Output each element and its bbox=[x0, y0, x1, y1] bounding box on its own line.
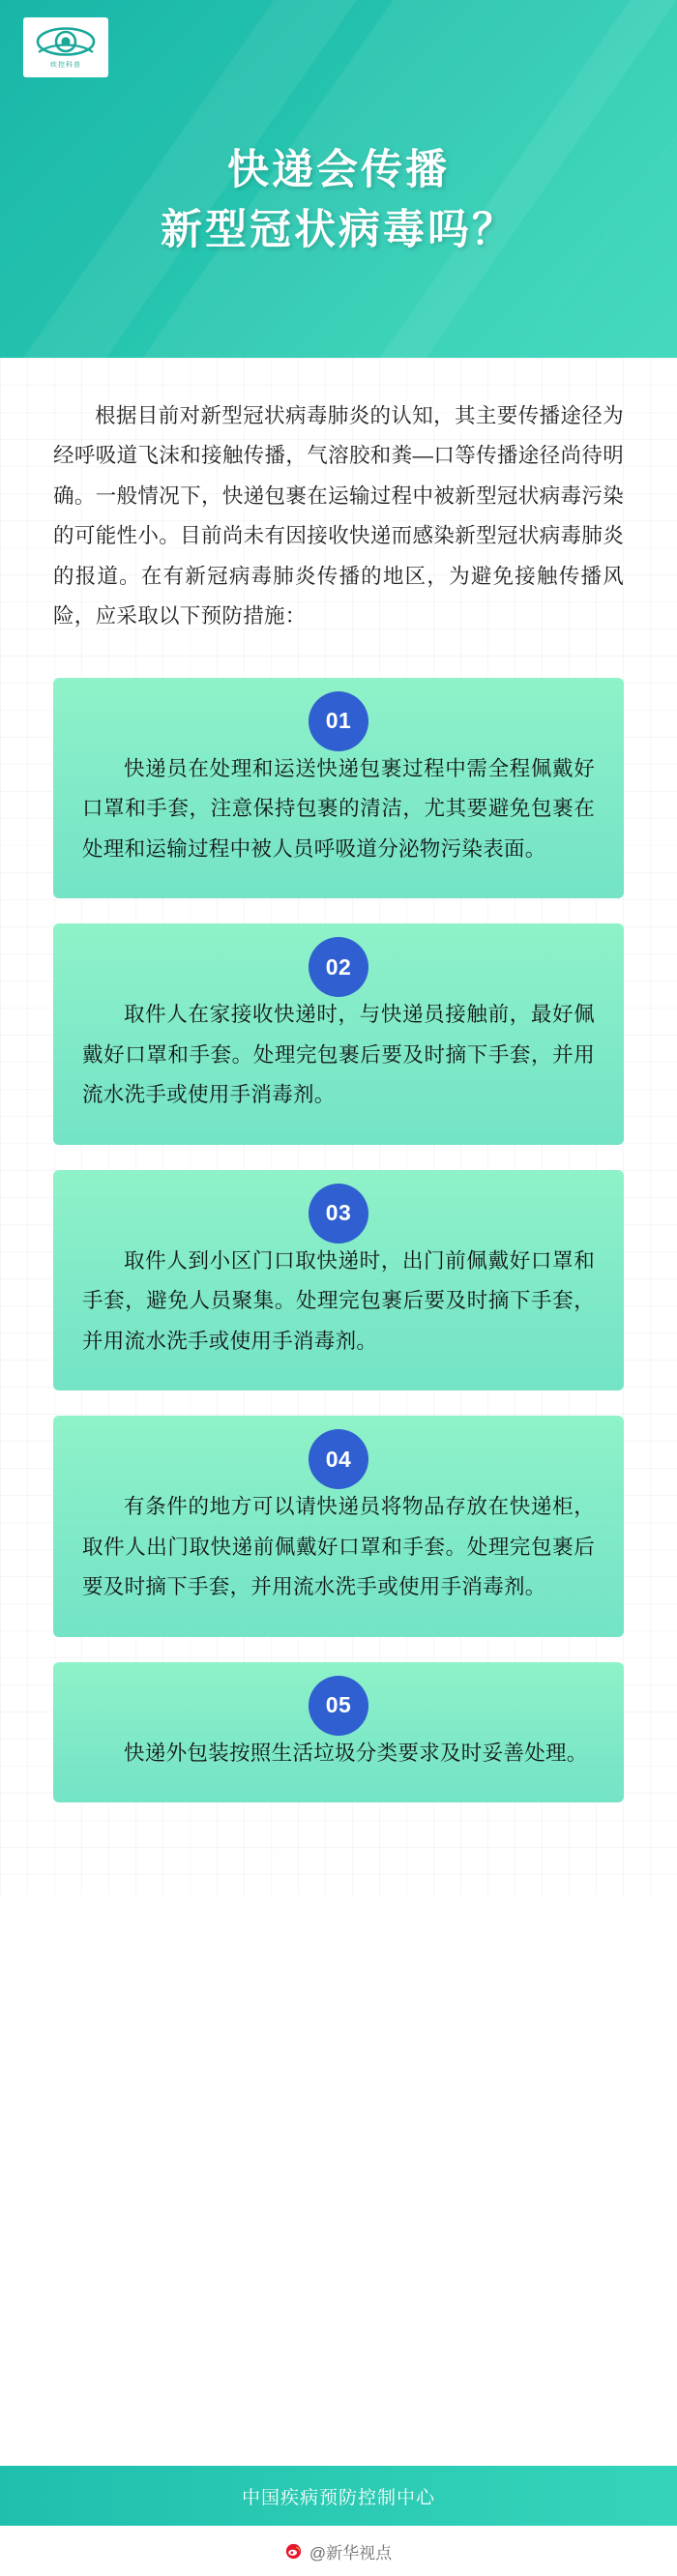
spacer bbox=[53, 1828, 624, 1895]
header-banner bbox=[0, 0, 677, 358]
measures-list bbox=[53, 678, 624, 1802]
measure-text: 有条件的地方可以请快递员将物品存放在快递柜，取件人出门取快递前佩戴好口罩和手套。处理完包裹后要及时摘下手套，并用流水洗手或使用手消毒剂。 bbox=[82, 1495, 595, 1599]
step-badge: 04 bbox=[309, 1429, 368, 1489]
title-line-2: 新型冠状病毒吗？ bbox=[161, 207, 516, 254]
step-badge: 05 bbox=[309, 1676, 368, 1736]
organization-band bbox=[0, 2466, 677, 2526]
measure-card bbox=[53, 1170, 624, 1390]
logo bbox=[23, 17, 108, 77]
organization-label: 中国疾病预防控制中心 bbox=[241, 2487, 435, 2508]
measure-card bbox=[53, 1416, 624, 1636]
measure-text: 快递外包装按照生活垃圾分类要求及时妥善处理。 bbox=[124, 1741, 588, 1765]
step-badge: 03 bbox=[309, 1184, 368, 1244]
content-area bbox=[0, 358, 677, 1895]
measure-text: 快递员在处理和运送快递包裹过程中需全程佩戴好口罩和手套，注意保持包裹的清洁，尤其要避免包裹在处理和运输过程中被人员呼吸道分泌物污染表面。 bbox=[82, 756, 595, 861]
measure-text: 取件人到小区门口取快递时，出门前佩戴好口罩和手套，避免人员聚集。处理完包裹后要及时摘下手套，并用流水洗手或使用手消毒剂。 bbox=[82, 1248, 595, 1353]
weibo-icon bbox=[285, 2543, 302, 2560]
footer bbox=[0, 2466, 677, 2576]
eye-shield-logo-icon bbox=[34, 25, 98, 58]
intro-paragraph: 根据目前对新型冠状病毒肺炎的认知，其主要传播途径为经呼吸道飞沫和接触传播，气溶胶和粪—口等传播途径尚待明确。一般情况下，快递包裹在运输过程中被新型冠状病毒污染的可能性小。目前尚未有因接收快递而感染新型冠状病毒肺炎的报道。在有新冠病毒肺炎传播的地区，为避免接触传播风险，应采取以下预防措施： bbox=[53, 404, 624, 629]
logo-caption: 疾控科普 bbox=[50, 62, 81, 69]
step-badge: 02 bbox=[309, 937, 368, 997]
step-badge: 01 bbox=[309, 691, 368, 751]
title-line-1: 快递会传播 bbox=[227, 147, 450, 193]
page-title bbox=[0, 140, 677, 261]
source-bar bbox=[0, 2526, 677, 2576]
measure-text: 取件人在家接收快递时，与快递员接触前，最好佩戴好口罩和手套。处理完包裹后要及时摘下手套，并用流水洗手或使用手消毒剂。 bbox=[82, 1003, 595, 1107]
measure-card bbox=[53, 678, 624, 898]
measure-card bbox=[53, 923, 624, 1144]
measure-card bbox=[53, 1662, 624, 1802]
source-label: @新华视点 bbox=[309, 2543, 393, 2562]
